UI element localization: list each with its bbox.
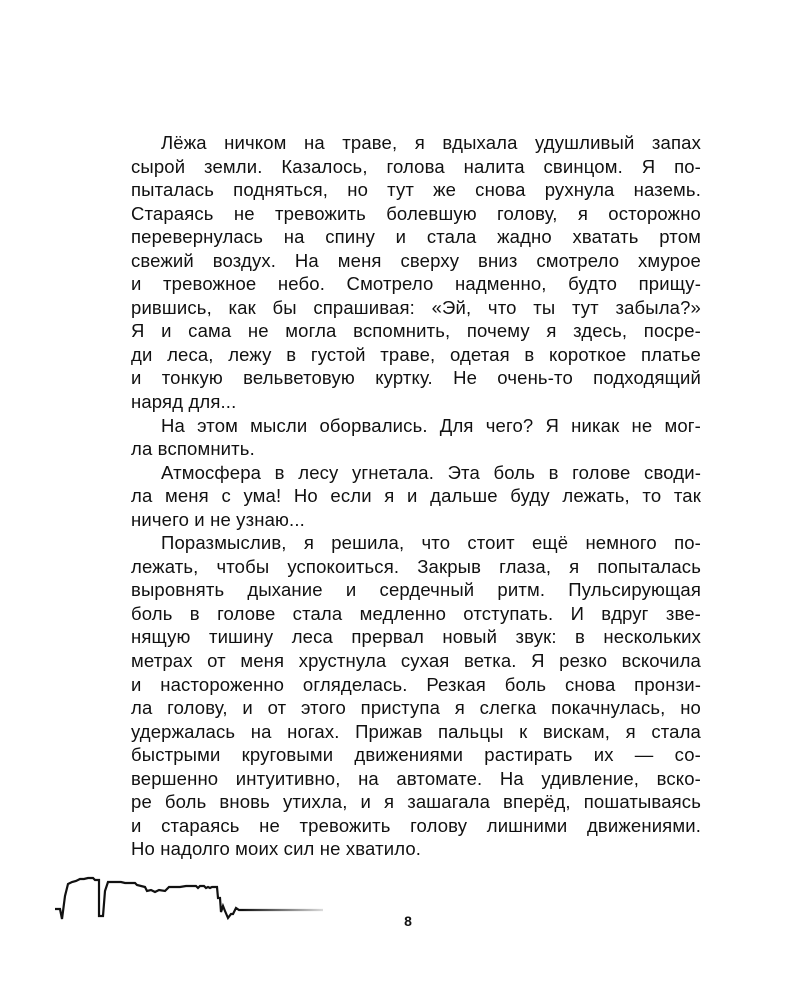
skyline-ornament-icon bbox=[55, 876, 325, 922]
text-line: быстрыми круговыми движениями растирать их — со- bbox=[131, 744, 701, 766]
text-line: и тревожное небо. Смотрело надменно, будто прищу- bbox=[131, 273, 701, 295]
text-line: удержалась на ногах. Прижав пальцы к вискам, я стала bbox=[131, 720, 701, 742]
text-line: наряд для... bbox=[131, 391, 237, 413]
text-line: метрах от меня хрустнула сухая ветка. Я резко вскочила bbox=[131, 650, 701, 672]
text-line: выровнять дыхание и сердечный ритм. Пульсирующая bbox=[131, 579, 701, 601]
text-line: Лёжа ничком на траве, я вдыхала удушливый запах bbox=[161, 132, 701, 153]
text-line: Но надолго моих сил не хватило. bbox=[131, 838, 422, 860]
text-line: пыталась подняться, но тут же снова рухнула наземь. bbox=[131, 179, 701, 201]
text-line: сырой земли. Казалось, голова налита свинцом. Я по- bbox=[131, 155, 701, 177]
text-line: ла вспомнить. bbox=[131, 438, 255, 460]
text-line: и стараясь не тревожить голову лишними движениями. bbox=[131, 814, 701, 836]
text-line: и тонкую вельветовую куртку. Не очень-то подходящий bbox=[131, 367, 701, 389]
text-line: ничего и не узнаю... bbox=[131, 508, 305, 530]
page-number: 8 bbox=[404, 913, 412, 929]
text-line: свежий воздух. На меня сверху вниз смотрело хмурое bbox=[131, 249, 701, 271]
text-line: перевернулась на спину и стала жадно хватать ртом bbox=[131, 226, 701, 248]
text-line: Стараясь не тревожить болевшую голову, я осторожно bbox=[131, 202, 701, 224]
text-line: вершенно интуитивно, на автомате. На удивление, вско- bbox=[131, 767, 701, 789]
text-line: рившись, как бы спрашивая: «Эй, что ты тут забыла?» bbox=[131, 296, 701, 318]
text-line: ди леса, лежу в густой траве, одетая в короткое платье bbox=[131, 343, 701, 365]
text-line: Атмосфера в лесу угнетала. Эта боль в голове своди- bbox=[161, 461, 701, 483]
text-line: ла голову, и от этого приступа я слегка покачнулась, но bbox=[131, 697, 701, 719]
text-line: и настороженно огляделась. Резкая боль снова пронзи- bbox=[131, 673, 701, 695]
text-line: лежать, чтобы успокоиться. Закрыв глаза, я попыталась bbox=[131, 555, 701, 577]
text-line: боль в голове стала медленно отступать. И вдруг зве- bbox=[131, 602, 701, 624]
text-line: Поразмыслив, я решила, что стоит ещё немного по- bbox=[161, 532, 701, 554]
body-text bbox=[131, 131, 701, 861]
text-line: нящую тишину леса прервал новый звук: в нескольких bbox=[131, 626, 701, 648]
text-line: ла меня с ума! Но если я и дальше буду лежать, то так bbox=[131, 485, 701, 507]
text-line: ре боль вновь утихла, и я зашагала вперёд, пошатываясь bbox=[131, 791, 701, 813]
text-line: Я и сама не могла вспомнить, почему я здесь, посре- bbox=[131, 320, 701, 342]
text-line: На этом мысли оборвались. Для чего? Я никак не мог- bbox=[161, 414, 701, 436]
